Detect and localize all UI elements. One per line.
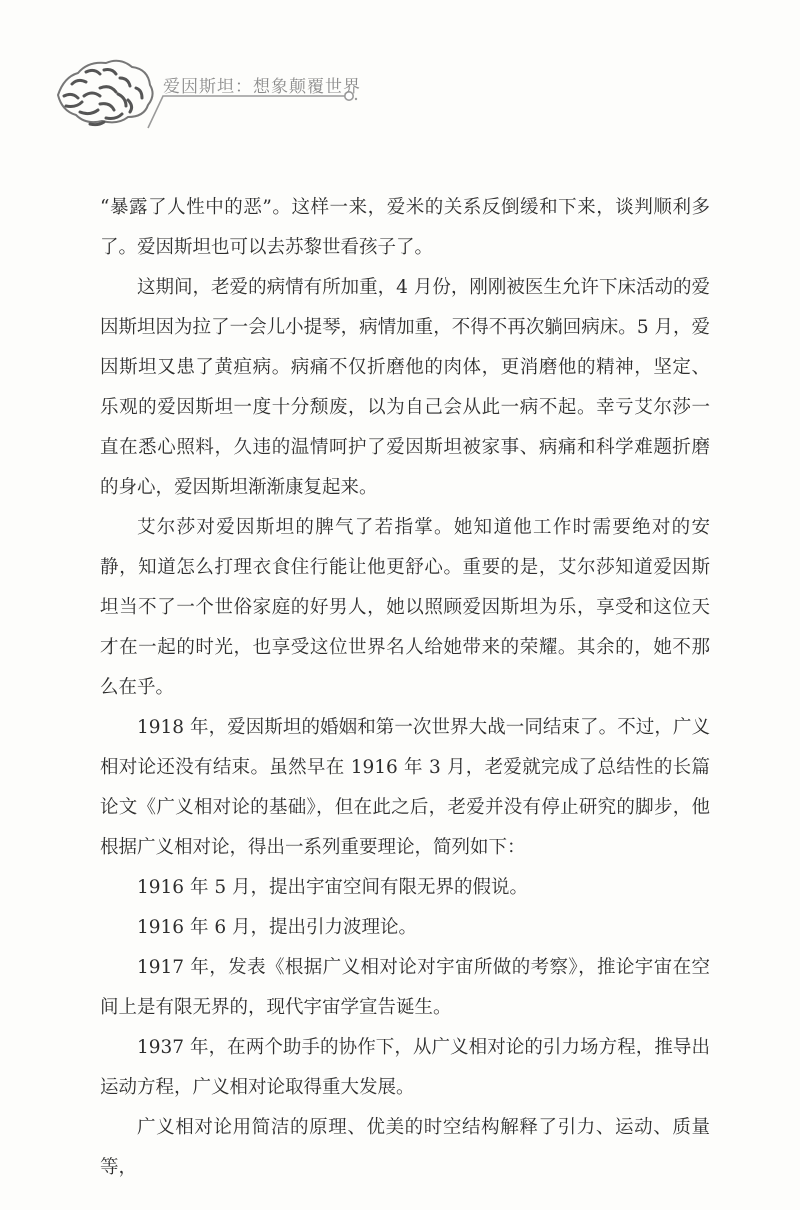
paragraph: 1916 年 6 月，提出引力波理论。	[137, 917, 417, 938]
header-decoration	[0, 0, 800, 150]
header-title: 爱因斯坦：想象颠覆世界	[163, 77, 361, 97]
body-text	[100, 188, 710, 1188]
paragraph: 1918 年，爱因斯坦的婚姻和第一次世界大战一同结束了。不过，广义相对论还没有结束。虽然早在 1916 年 3 月，老爱就完成了总结性的长篇论文《广义相对论的基础》，但在此之后，老爱并没有停止研究的脚步，他根据广义相对论，得出一系列重要理论，简列如下：	[100, 717, 710, 858]
paragraph: 广义相对论用简洁的原理、优美的时空结构解释了引力、运动、质量等，	[100, 1117, 710, 1178]
brain-icon	[58, 61, 153, 125]
paragraph: 1916 年 5 月，提出宇宙空间有限无界的假说。	[137, 877, 528, 898]
paragraph: 这期间，老爱的病情有所加重，4 月份，刚刚被医生允许下床活动的爱因斯坦因为拉了一会儿小提琴，病情加重，不得不再次躺回病床。5 月，爱因斯坦又患了黄疸病。病痛不仅折磨他的肉体，更消磨他的精神，坚定、乐观的爱因斯坦一度十分颓废，以为自己会从此一病不起。幸亏艾尔莎一直在悉心照料，久违的温情呵护了爱因斯坦被家事、病痛和科学难题折磨的身心，爱因斯坦渐渐康复起来。	[100, 277, 710, 498]
page-header	[0, 0, 800, 150]
header-rule	[148, 96, 345, 128]
paragraph: 1937 年，在两个助手的协作下，从广义相对论的引力场方程，推导出运动方程，广义相对论取得重大发展。	[100, 1037, 710, 1098]
paragraph: 艾尔莎对爱因斯坦的脾气了若指掌。她知道他工作时需要绝对的安静，知道怎么打理衣食住行能让他更舒心。重要的是，艾尔莎知道爱因斯坦当不了一个世俗家庭的好男人，她以照顾爱因斯坦为乐，享受和这位天才在一起的时光，也享受这位世界名人给她带来的荣耀。其余的，她不那么在乎。	[100, 517, 710, 698]
paragraph: “暴露了人性中的恶”。这样一来，爱米的关系反倒缓和下来，谈判顺利多了。爱因斯坦也可以去苏黎世看孩子了。	[100, 197, 710, 258]
paragraph: 1917 年，发表《根据广义相对论对宇宙所做的考察》，推论宇宙在空间上是有限无界的，现代宇宙学宣告诞生。	[100, 957, 710, 1018]
